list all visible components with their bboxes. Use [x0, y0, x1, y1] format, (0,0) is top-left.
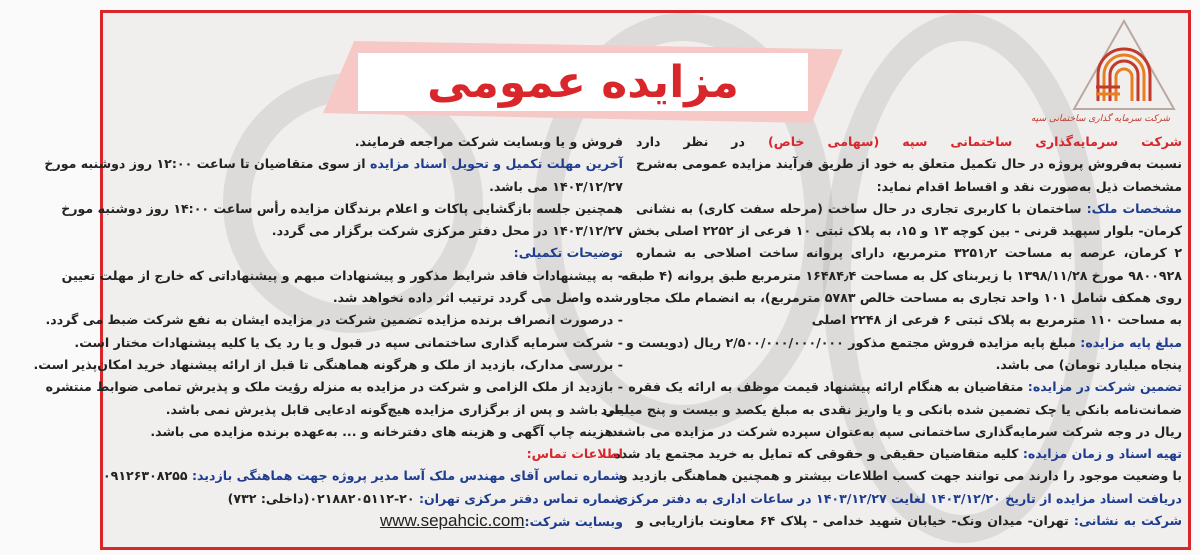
company-logo-icon	[1070, 17, 1178, 127]
text-line	[636, 198, 1182, 220]
line-text: کلیه متقاضیان حقیقی و حقوقی که تمایل به خرید مجتمع یاد شده	[613, 446, 1023, 462]
text-line	[103, 399, 623, 421]
section-label: دریافت اسناد مزایده از تاریخ ۱۴۰۳/۱۲/۲۰ لغایت ۱۴۰۳/۱۲/۲۷ در ساعات اداری به دفتر مرکزی	[616, 490, 1182, 506]
text-line	[606, 421, 1182, 443]
line-text: مشخصات ذیل به‌صورت نقد و اقساط اقدام نماید:	[876, 178, 1182, 194]
right-column	[600, 131, 1182, 532]
title-banner	[358, 53, 808, 111]
section-label: توضیحات تکمیلی:	[513, 245, 623, 261]
line-text: - هزینه چاپ آگهی و هزینه های دفترخانه و ... به‌عهده برنده مزایده می باشد.	[150, 423, 623, 439]
text-line	[103, 131, 623, 153]
text-line	[636, 242, 1182, 264]
website-link[interactable]: www.sepahcic.com	[379, 511, 525, 531]
line-text: تهران- میدان ونک- خیابان شهید خدامی - پلاک ۶۴ معاونت بازاریابی و	[636, 513, 1074, 529]
line-text: می باشد و پس از برگزاری مزایده هیچ‌گونه ادعایی قابل پذیرش نمی باشد.	[165, 401, 623, 417]
line-text: ۱۴۰۳/۱۲/۲۷ می باشد.	[489, 178, 623, 194]
text-line	[619, 465, 1182, 487]
line-text: شده واصل می گردد ترتیب اثر داده نخواهد شد.	[332, 290, 623, 306]
left-column	[33, 131, 623, 532]
section-label: وبسایت شرکت:	[524, 514, 623, 530]
line-text: پنجاه میلیارد تومان) می باشد.	[995, 356, 1182, 372]
text-line	[61, 265, 623, 287]
line-text: ۰۹۱۲۶۳۰۸۲۵۵	[103, 468, 192, 484]
section-label: مبلغ پایه مزایده:	[1080, 334, 1182, 350]
line-text: ۹۸۰۰۹۲۸ مورخ ۱۳۹۸/۱۱/۲۸ با زیربنای کل به مساحت ۱۶۴۸۴٫۴ مترمربع طبق پروانه (۴ طبقه	[621, 267, 1182, 283]
text-line	[74, 332, 623, 354]
line-text: با وضعیت موجود را دارند می توانند جهت کسب اطلاعات بیشتر و همچنین هماهنگی بازدید و	[619, 468, 1182, 484]
line-text: - شرکت سرمایه گذاری ساختمانی سپه در قبول و یا رد یک یا کلیه پیشنهادات مختار است.	[74, 334, 623, 350]
line-text: ۱۴۰۳/۱۲/۲۷ در محل دفتر مرکزی شرکت برگزار می گردد.	[271, 223, 623, 239]
text-line	[636, 131, 1182, 153]
section-label: آخرین مهلت تکمیل و تحویل اسناد مزایده	[370, 156, 623, 172]
text-line	[636, 176, 1182, 198]
section-label: شرکت سرمایه‌گذاری ساختمانی سپه (سهامی خاص)	[768, 134, 1182, 149]
line-text: به مساحت ۱۱۰ مترمربع به پلاک ثبتی ۶ فرعی از ۲۲۴۸ اصلی	[811, 312, 1182, 328]
section-label: شماره تماس دفتر مرکزی تهران:	[418, 490, 623, 506]
auction-ad	[33, 10, 1191, 550]
text-line	[103, 443, 623, 465]
text-line	[103, 510, 623, 532]
text-line	[44, 153, 623, 175]
line-text: ۲ کرمان، عرصه به مساحت ۳۲۵۱٫۲ مترمربع، دارای پروانه ساخت اصلاحی به شماره	[636, 245, 1182, 261]
text-line	[628, 220, 1182, 242]
line-text: از سوی متقاضیان تا ساعت ۱۲:۰۰ روز دوشنبه مورخ	[44, 156, 371, 172]
text-line	[103, 242, 623, 264]
text-line	[45, 376, 623, 398]
section-label: شرکت به نشانی:	[1073, 513, 1182, 529]
text-line	[613, 443, 1182, 465]
text-line	[625, 332, 1182, 354]
text-line	[636, 354, 1182, 376]
text-line	[61, 198, 623, 220]
line-text: - بررسی مدارک، بازدید از ملک و هرگونه هماهنگی تا قبل از ارائه پیشنهاد خرید امکان‌پذیر است.	[33, 356, 623, 372]
line-text: - به پیشنهادات فاقد شرایط مذکور و پیشنهادات مبهم و پیشنهاداتی که خارج از مهلت تعیین	[61, 267, 623, 283]
line-text: همچنین جلسه بازگشایی پاکات و اعلام برندگان مزایده رأس ساعت ۱۴:۰۰ روز دوشنبه مورخ	[61, 200, 623, 216]
line-text: ضمانت‌نامه بانکی یا چک تضمین شده بانکی و یا واریز نقدی به مبلغ یکصد و بیست و پنج میلیارد	[600, 401, 1182, 417]
text-line	[103, 287, 623, 309]
text-line	[636, 309, 1182, 331]
line-text: کرمان- بلوار سپهبد قرنی - بین کوچه ۱۳ و ۱۵، به پلاک ثبتی ۱۰ فرعی از ۲۲۵۲ اصلی بخش	[628, 223, 1182, 239]
text-line	[616, 488, 1182, 510]
line-text: فروش و یا وبسایت شرکت مراجعه فرمایند.	[354, 134, 623, 149]
line-text: - بازدید از ملک الزامی و شرکت در مزایده به منزله رؤیت ملک و پذیرش تمامی ضوابط منتشره	[45, 379, 623, 395]
text-line	[103, 421, 623, 443]
line-text: ساختمان با کاربری تجاری در حال ساخت (مرحله سفت کاری) به نشانی	[636, 200, 1087, 216]
ad-title: مزایده عمومی	[427, 56, 739, 108]
line-text: نسبت به‌فروش پروژه در حال تکمیل متعلق به خود از طریق فرآیند مزایده عمومی به‌شرح	[636, 156, 1182, 172]
text-line	[103, 220, 623, 242]
text-line	[628, 376, 1182, 398]
text-line	[103, 465, 623, 487]
section-label: مشخصات ملک:	[1086, 200, 1182, 216]
line-text: متقاضیان به هنگام ارائه پیشنهاد قیمت موظف به ارائه یک فقره	[628, 379, 1028, 395]
line-text: ۲۰-۰۲۱۸۸۲۰۵۱۱۲(داخلی: ۷۳۲)	[227, 490, 419, 506]
text-line	[636, 153, 1182, 175]
section-label: اطلاعات تماس:	[526, 446, 623, 462]
text-line	[623, 287, 1182, 309]
text-line	[621, 265, 1182, 287]
text-line	[103, 176, 623, 198]
logo-caption: شرکت سرمایه گذاری ساختمانی سپه	[1031, 114, 1170, 124]
text-line	[600, 399, 1182, 421]
text-line	[103, 488, 623, 510]
line-text: ریال در وجه شرکت سرمایه‌گذاری ساختمانی سپه به‌عنوان سپرده شرکت در مزایده می باشند.	[606, 423, 1182, 439]
line-text: در نظر دارد	[636, 134, 768, 149]
line-text: مبلغ پایه مزایده فروش مجتمع مذکور ۲/۵۰۰/۰۰۰/۰۰۰/۰۰۰ ریال (دویست و	[625, 334, 1081, 350]
section-label: تضمین شرکت در مزایده:	[1027, 379, 1182, 395]
line-text: - درصورت انصراف برنده مزایده تضمین شرکت در مزایده ایشان به نفع شرکت ضبط می گردد.	[45, 312, 623, 328]
line-text: روی همکف شامل ۱۰۱ واحد تجاری به مساحت خالص ۵۷۸۳ مترمربع)، به انضمام ملک مجاور	[623, 290, 1182, 306]
text-line	[45, 309, 623, 331]
text-line	[33, 354, 623, 376]
section-label: تهیه اسناد و زمان مزایده:	[1022, 446, 1182, 462]
text-line	[636, 510, 1182, 532]
section-label: شماره تماس آقای مهندس ملک آسا مدیر پروژه جهت هماهنگی بازدید:	[191, 468, 623, 484]
